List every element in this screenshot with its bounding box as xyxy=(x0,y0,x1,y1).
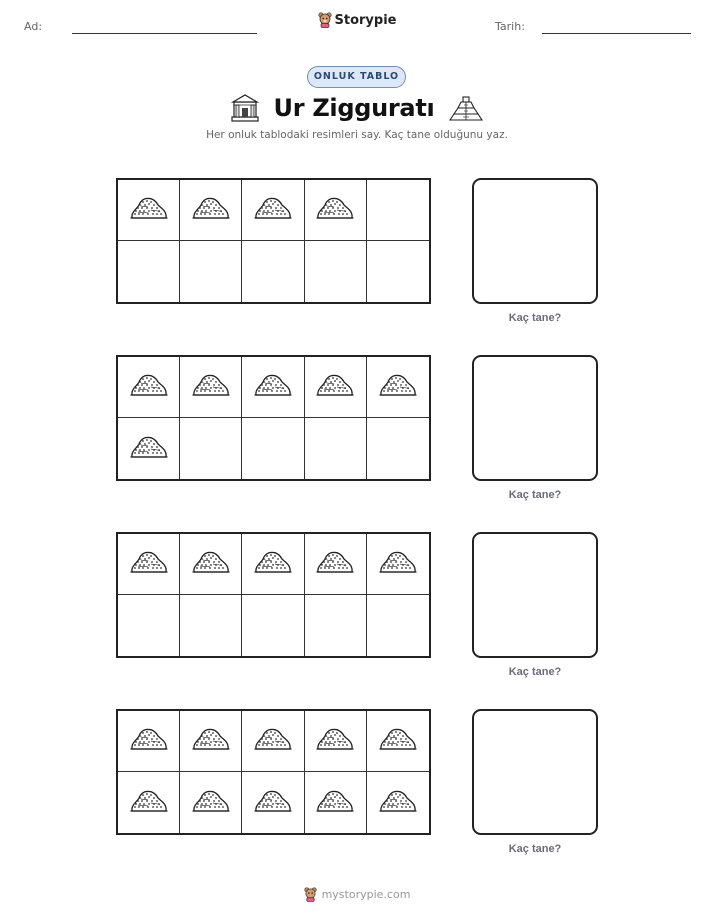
footer-url: mystorypie.com xyxy=(321,888,411,901)
sand-pile-icon xyxy=(191,194,231,226)
ten-frame-cell xyxy=(180,180,242,241)
instructions: Her onluk tablodaki resimleri say. Kaç tane olduğunu yaz. xyxy=(206,129,508,141)
ten-frame-cell xyxy=(305,180,367,241)
ten-frame-2 xyxy=(116,355,431,481)
ziggurat-icon xyxy=(448,94,484,122)
sand-pile-icon xyxy=(253,371,293,403)
sand-pile-icon xyxy=(129,433,169,465)
ten-frame-cell xyxy=(180,241,242,302)
answer-label-2: Kaç tane? xyxy=(508,489,562,501)
sand-pile-icon xyxy=(378,548,418,580)
bear-mascot-icon xyxy=(318,12,332,28)
date-label: Tarih: xyxy=(495,20,525,33)
ten-frame-1 xyxy=(116,178,431,304)
ten-frame-cell xyxy=(367,595,429,656)
ten-frame-cell xyxy=(367,180,429,241)
ten-frame-cell xyxy=(242,711,304,772)
sand-pile-icon xyxy=(315,725,355,757)
answer-box-1[interactable] xyxy=(472,178,598,304)
ten-frame-cell xyxy=(118,711,180,772)
ten-frame-cell xyxy=(118,180,180,241)
ten-frame-cell xyxy=(118,241,180,302)
ten-frame-cell xyxy=(180,772,242,833)
ten-frame-cell xyxy=(305,772,367,833)
ten-frame-cell xyxy=(180,711,242,772)
bear-mascot-icon xyxy=(304,887,317,902)
sand-pile-icon xyxy=(253,725,293,757)
sand-pile-icon xyxy=(378,371,418,403)
ten-frame-cell xyxy=(367,357,429,418)
answer-label-1: Kaç tane? xyxy=(508,312,562,324)
sand-pile-icon xyxy=(315,194,355,226)
sand-pile-icon xyxy=(191,371,231,403)
ten-frame-cell xyxy=(242,241,304,302)
ten-frame-cell xyxy=(242,357,304,418)
ten-frame-cell xyxy=(118,595,180,656)
ten-frame-cell xyxy=(367,772,429,833)
title-row xyxy=(0,92,714,124)
sand-pile-icon xyxy=(191,548,231,580)
sand-pile-icon xyxy=(253,787,293,819)
ten-frame-cell xyxy=(180,595,242,656)
sand-pile-icon xyxy=(315,371,355,403)
brand-logo xyxy=(0,12,714,32)
answer-box-4[interactable] xyxy=(472,709,598,835)
sand-pile-icon xyxy=(129,548,169,580)
ten-frame-cell xyxy=(180,534,242,595)
ten-frame-cell xyxy=(367,241,429,302)
ten-frame-cell xyxy=(180,418,242,479)
ten-frame-cell xyxy=(305,241,367,302)
ten-frame-cell xyxy=(305,711,367,772)
worksheet-type-badge: ONLUK TABLO xyxy=(307,66,406,88)
ten-frame-cell xyxy=(305,595,367,656)
sand-pile-icon xyxy=(253,548,293,580)
ten-frame-cell xyxy=(367,711,429,772)
sand-pile-icon xyxy=(378,787,418,819)
answer-box-2[interactable] xyxy=(472,355,598,481)
ten-frame-cell xyxy=(305,418,367,479)
sand-pile-icon xyxy=(129,194,169,226)
ten-frame-cell xyxy=(118,418,180,479)
ten-frame-cell xyxy=(180,357,242,418)
ten-frame-cell xyxy=(367,418,429,479)
ten-frame-4 xyxy=(116,709,431,835)
ten-frame-cell xyxy=(242,534,304,595)
temple-icon xyxy=(230,94,260,122)
name-label: Ad: xyxy=(24,20,43,33)
sand-pile-icon xyxy=(253,194,293,226)
answer-label-4: Kaç tane? xyxy=(508,843,562,855)
sand-pile-icon xyxy=(378,725,418,757)
date-line[interactable] xyxy=(542,33,691,34)
ten-frame-cell xyxy=(367,534,429,595)
ten-frame-cell xyxy=(118,772,180,833)
ten-frame-cell xyxy=(305,534,367,595)
brand-name: Storypie xyxy=(334,12,397,28)
ten-frame-3 xyxy=(116,532,431,658)
sand-pile-icon xyxy=(129,787,169,819)
page-title: Ur Zigguratı xyxy=(273,94,435,122)
answer-label-3: Kaç tane? xyxy=(508,666,562,678)
ten-frame-cell xyxy=(242,595,304,656)
sand-pile-icon xyxy=(129,725,169,757)
ten-frame-cell xyxy=(118,534,180,595)
footer xyxy=(0,887,714,905)
ten-frame-cell xyxy=(242,418,304,479)
ten-frame-cell xyxy=(242,180,304,241)
ten-frame-cell xyxy=(305,357,367,418)
sand-pile-icon xyxy=(191,787,231,819)
ten-frame-cell xyxy=(118,357,180,418)
ten-frame-cell xyxy=(242,772,304,833)
sand-pile-icon xyxy=(129,371,169,403)
sand-pile-icon xyxy=(315,548,355,580)
answer-box-3[interactable] xyxy=(472,532,598,658)
sand-pile-icon xyxy=(191,725,231,757)
sand-pile-icon xyxy=(315,787,355,819)
name-line[interactable] xyxy=(72,33,257,34)
